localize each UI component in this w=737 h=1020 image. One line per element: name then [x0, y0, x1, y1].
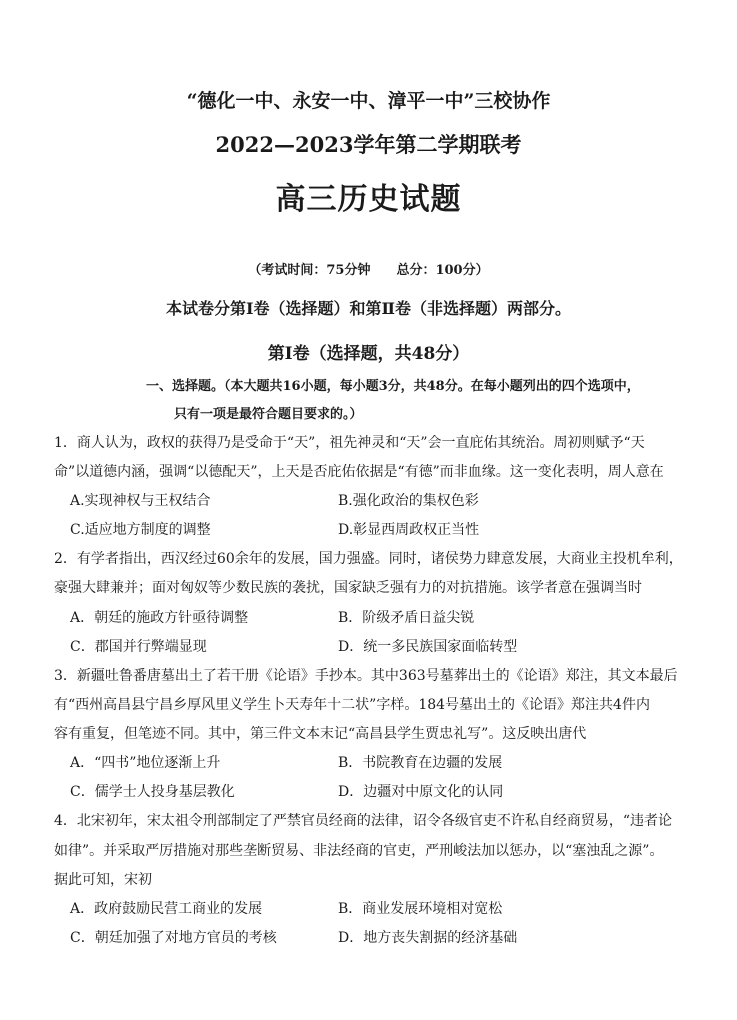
question-text-line: 豪强大肆兼并；面对匈奴等少数民族的袭扰，国家缺乏强有力的对抗措施。该学者意在强调当时	[54, 580, 642, 596]
option-d: D．边疆对中原文化的认同	[338, 784, 504, 800]
option-a: A．政府鼓励民营工商业的发展	[70, 901, 263, 917]
option-d: D.彰显西周政权正当性	[338, 522, 480, 538]
option-b: B．书院教育在边疆的发展	[338, 755, 503, 771]
option-a: A.实现神权与王权结合	[70, 493, 211, 509]
question-text-line: 4．北宋初年，宋太祖令刑部制定了严禁官员经商的法律，诏令各级官吏不许私自经商贸易，“违者论	[54, 813, 673, 829]
option-b: B.强化政治的集权色彩	[338, 493, 479, 509]
option-c: C．儒学士人投身基层教化	[70, 784, 235, 800]
section-instruction-line1: 一、选择题。（本大题共16小题，每小题3分，共48分。在每小题列出的四个选项中，	[146, 379, 640, 394]
page-title: 高三历史试题	[275, 182, 462, 217]
option-b: B．阶级矛盾日益尖锐	[338, 610, 475, 626]
question-text-line: 3．新疆吐鲁番唐墓出土了若干册《论语》手抄本。其中363号墓葬出土的《论语》郑注，其文本最后	[54, 668, 678, 684]
question-text-line: 1．商人认为，政权的获得乃是受命于“天”，祖先神灵和“天”会一直庇佑其统治。周初则赋予“天	[54, 435, 645, 451]
option-b: B．商业发展环境相对宽松	[338, 901, 503, 917]
school-alliance-line: “德化一中、永安一中、漳平一中”三校协作	[186, 90, 551, 112]
option-c: C．朝廷加强了对地方官员的考核	[70, 930, 277, 946]
option-d: D．统一多民族国家面临转型	[338, 639, 518, 655]
question-text-line: 容有重复，但笔迹不同。其中，第三件文本末记“高昌县学生贾忠礼写”。这反映出唐代	[54, 726, 587, 742]
question-text-line: 据此可知，宋初	[54, 872, 152, 888]
option-a: A．“四书”地位逐渐上升	[70, 755, 221, 771]
option-c: C.适应地方制度的调整	[70, 522, 211, 538]
option-d: D．地方丧失割据的经济基础	[338, 930, 518, 946]
question-text-line: 如律”。并采取严厉措施对那些垄断贸易、非法经商的官吏，严刑峻法加以惩办，以“塞浊乱之源”。	[54, 843, 664, 859]
part-title: 第Ⅰ卷（选择题，共48分）	[267, 344, 470, 364]
option-c: C．郡国并行弊端显现	[70, 639, 207, 655]
exam-term-line: 2022—2023学年第二学期联考	[215, 132, 522, 157]
question-text-line: 有“西州高昌县宁昌乡厚风里义学生卜天寿年十二状”字样。184号墓出土的《论语》郑注共4件内	[54, 697, 650, 713]
question-text-line: 2．有学者指出，西汉经过60余年的发展，国力强盛。同时，诸侯势力肆意发展，大商业主投机牟利，	[54, 551, 683, 567]
exam-info: （考试时间：75分钟 总分：100分）	[248, 263, 489, 278]
section-instruction-line2: 只有一项是最符合题目要求的。）	[174, 407, 363, 422]
option-a: A．朝廷的施政方针亟待调整	[70, 610, 249, 626]
paper-note: 本试卷分第Ⅰ卷（选择题）和第Ⅱ卷（非选择题）两部分。	[166, 299, 571, 318]
question-text-line: 命”以道德内涵，强调“以德配天”，上天是否庇佑依据是“有德”而非血缘。这一变化表明，周人意在	[54, 464, 664, 480]
